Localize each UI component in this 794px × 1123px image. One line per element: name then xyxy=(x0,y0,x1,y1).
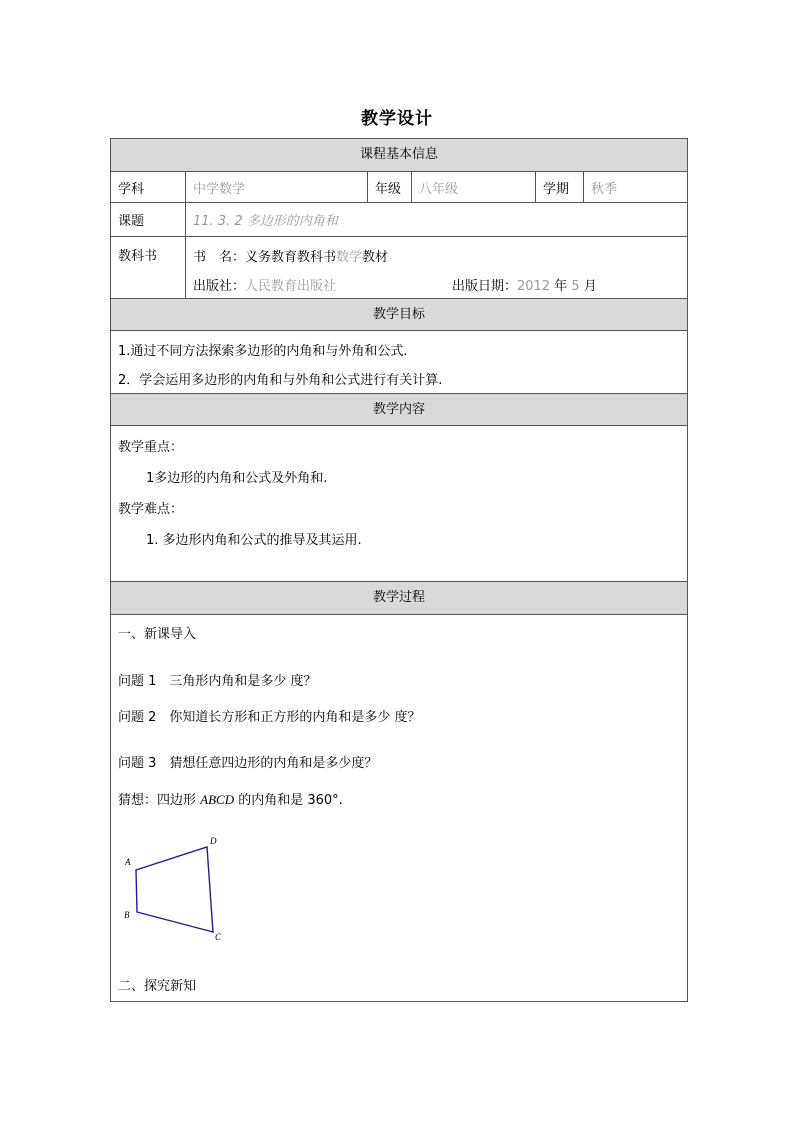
vertex-label-a: A xyxy=(125,857,131,867)
quadrilateral-abcd xyxy=(136,847,213,932)
question-2: 问题 2 你知道长方形和正方形的内角和是多少 度？ xyxy=(118,710,421,725)
term-label: 学期 xyxy=(536,172,584,202)
textbook-label: 教科书 xyxy=(111,237,186,298)
publish-date: 出版日期：2012 年 5 月 xyxy=(452,279,597,294)
section-explore: 二、探究新知 xyxy=(118,979,197,994)
conjecture: 猜想：四边形 ABCD 的内角和是 360°. xyxy=(118,792,343,808)
goals-header: 教学目标 xyxy=(111,299,687,331)
key-point-item: 1多边形的内角和公式及外角和. xyxy=(146,471,328,486)
goals-body xyxy=(111,331,687,394)
content-header: 教学内容 xyxy=(111,394,687,426)
publisher: 出版社：人民教育出版社 xyxy=(193,279,337,294)
vertex-label-d: D xyxy=(210,836,217,846)
book-name: 书 名：义务教育教科书数学教材 xyxy=(193,250,389,265)
goal-item: 1.通过不同方法探索多边形的内角和与外角和公式. xyxy=(118,344,408,359)
quadrilateral-figure xyxy=(119,834,229,944)
vertex-label-b: B xyxy=(124,910,130,920)
topic-value: 11. 3. 2 多边形的内角和 xyxy=(193,214,338,229)
lesson-plan-table xyxy=(110,138,688,1002)
topic-label: 课题 xyxy=(111,203,186,236)
question-3: 问题 3 猜想任意四边形的内角和是多少度？ xyxy=(118,756,378,771)
term-value: 秋季 xyxy=(591,181,618,197)
document-title: 教学设计 xyxy=(361,109,433,129)
grade-value: 八年级 xyxy=(412,172,536,202)
key-points-label: 教学重点： xyxy=(118,440,184,455)
subject-row xyxy=(111,172,687,203)
textbook-row xyxy=(111,237,687,299)
process-header: 教学过程 xyxy=(111,582,687,615)
subject-label: 学科 xyxy=(111,172,186,202)
difficult-points-label: 教学难点： xyxy=(118,502,184,517)
topic-row xyxy=(111,203,687,237)
difficult-point-item: 1. 多边形内角和公式的推导及其运用. xyxy=(146,533,362,548)
goal-item: 2．学会运用多边形的内角和与外角和公式进行有关计算. xyxy=(118,373,443,388)
question-1: 问题 1 三角形内角和是多少 度？ xyxy=(118,674,317,689)
content-body xyxy=(111,426,687,582)
section-new-lesson: 一、新课导入 xyxy=(118,627,197,642)
basic-info-header: 课程基本信息 xyxy=(111,139,687,172)
grade-label: 年级 xyxy=(368,172,412,202)
subject-value: 中学数学 xyxy=(186,172,368,202)
vertex-label-c: C xyxy=(215,932,222,942)
